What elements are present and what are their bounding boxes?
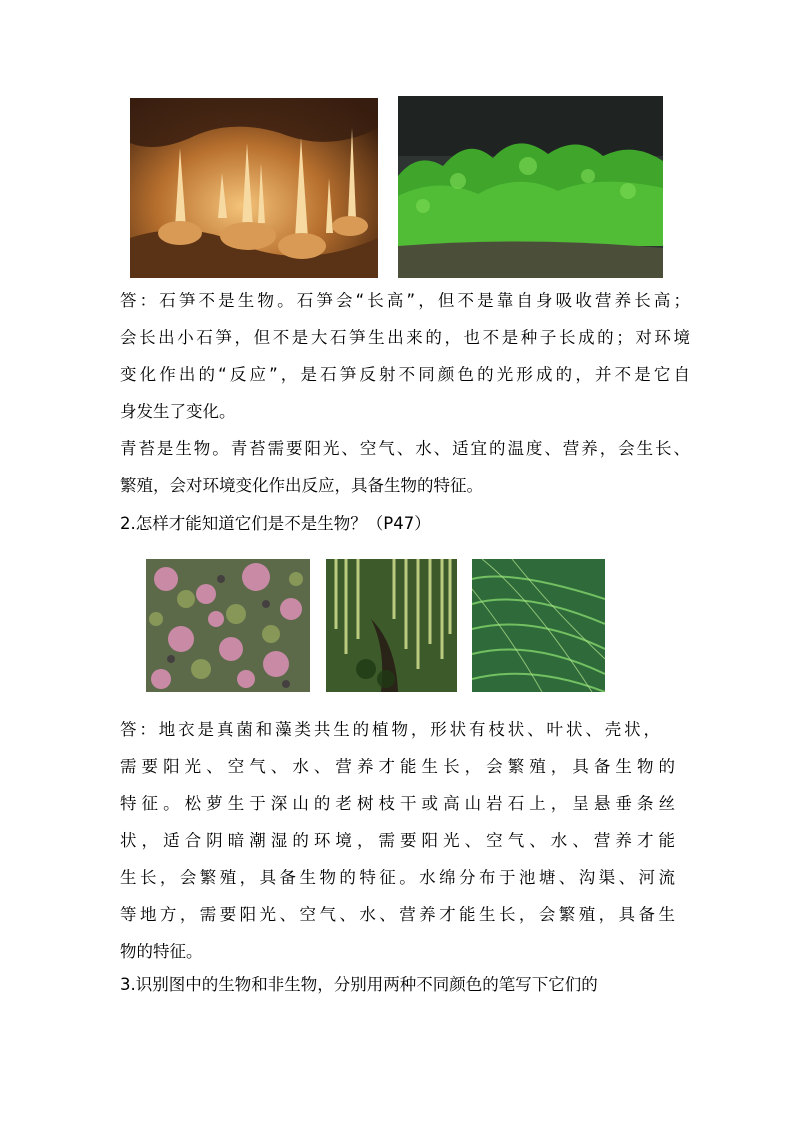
answer-1-line: 会长出小石笋，但不是大石笋生出来的，也不是种子长成的；对环境 <box>120 328 690 347</box>
answer-2-line: 需要阳光、空气、水、营养才能生长，会繁殖，具备生物的 <box>120 757 675 776</box>
stalagmite-cave-photo <box>130 98 378 278</box>
answer-2-line: 状，适合阴暗潮湿的环境，需要阳光、空气、水、营养才能 <box>120 831 675 850</box>
answer-2-line: 等地方，需要阳光、空气、水、营养才能生长，会繁殖，具备生 <box>120 905 675 924</box>
question-2: 2.怎样才能知道它们是不是生物？（P47） <box>120 514 431 533</box>
answer-1-line: 变化作出的“反应”，是石笋反射不同颜色的光形成的，并不是它自 <box>120 365 690 384</box>
answer-2-line: 答：地衣是真菌和藻类共生的植物，形状有枝状、叶状、壳状， <box>120 720 660 739</box>
answer-1-line: 身发生了变化。 <box>120 402 236 421</box>
answer-1-line: 答：石笋不是生物。石笋会“长高”，但不是靠自身吸收营养长高； <box>120 291 690 310</box>
answer-2-line: 生长，会繁殖，具备生物的特征。水绵分布于池塘、沟渠、河流 <box>120 868 675 887</box>
answer-2-line: 特征。松萝生于深山的老树枝干或高山岩石上，呈悬垂条丝 <box>120 794 675 813</box>
answer-2 <box>120 711 690 970</box>
answer-1 <box>120 282 690 504</box>
moss-on-wall-photo <box>398 96 663 278</box>
answer-2-line: 物的特征。 <box>120 942 203 961</box>
lichen-photo <box>146 559 310 692</box>
answer-1-line: 青苔是生物。青苔需要阳光、空气、水、适宜的温度、营养，会生长、 <box>120 439 690 458</box>
usnea-hanging-photo <box>326 559 457 692</box>
question-3: 3.识别图中的生物和非生物，分别用两种不同颜色的笔写下它们的 <box>120 975 598 994</box>
answer-1-line: 繁殖，会对环境变化作出反应，具备生物的特征。 <box>120 476 483 495</box>
spirogyra-photo <box>472 559 605 692</box>
